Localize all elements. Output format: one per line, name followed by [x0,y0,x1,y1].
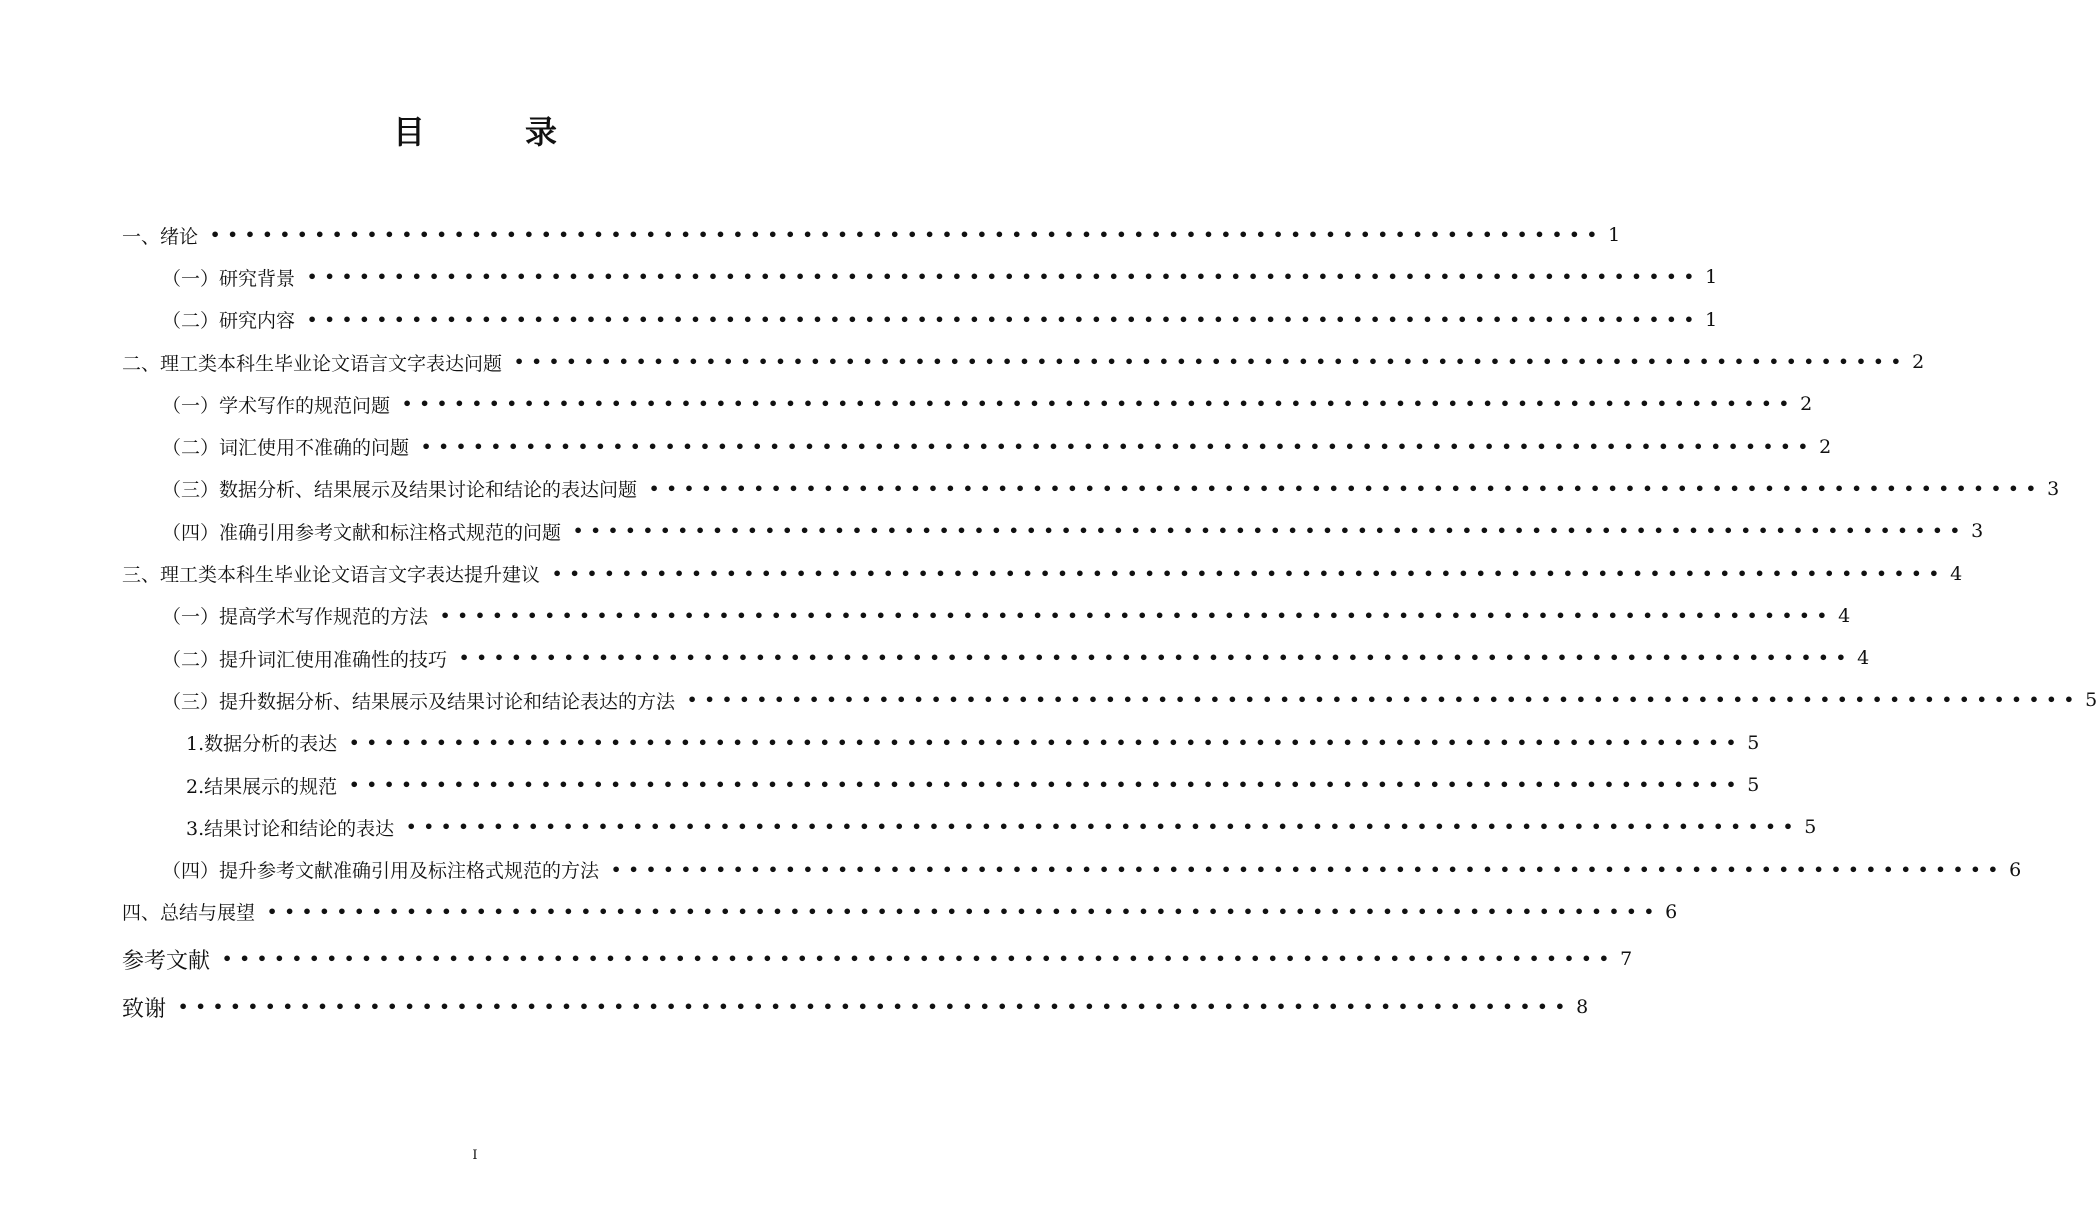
toc-entry-label: （一）提高学术写作规范的方法 [162,606,429,629]
toc-entry-data-analysis-expression[interactable] [122,722,1760,764]
toc-entry-acknowledgements[interactable] [122,983,1589,1031]
toc-entry-label: 参考文献 [122,948,211,974]
toc-leader-dots: •••••••••••••••••••••••••••••••••••••••••••••••••••••••••••••••••••••••••••••••• [440,605,1835,625]
toc-entry-page: 7 [1620,948,1633,971]
toc-entry-label: （三）提升数据分析、结果展示及结果讨论和结论表达的方法 [162,690,676,713]
toc-entry-label: 四、总结与展望 [122,902,256,925]
toc-leader-dots: •••••••••••••••••••••••••••••••••••••••••••••••••••••••••••••••••••••••••••••••• [402,394,1797,414]
toc-leader-dots: •••••••••••••••••••••••••••••••••••••••••••••••••••••••••••••••••••••••••••••••• [611,859,2006,879]
toc-entry-label: 2.结果展示的规范 [186,775,338,798]
toc-leader-dots: •••••••••••••••••••••••••••••••••••••••••••••••••••••••••••••••••••••••••••••••• [421,436,1816,456]
toc-entry-citation-issues[interactable] [122,510,1984,552]
toc-entry-page: 2 [1819,435,1832,458]
toc-entry-vocabulary-issues[interactable] [122,425,1832,467]
toc-entry-improve-citation[interactable] [122,848,2022,890]
toc-entry-page: 4 [1950,562,1963,585]
toc-leader-dots: •••••••••••••••••••••••••••••••••••••••••••••••••••••••••••••••••••••••••••••••• [307,309,1702,329]
toc-entry-page: 5 [1804,816,1817,839]
toc-leader-dots: •••••••••••••••••••••••••••••••••••••••••••••••••••••••••••••••••••••••••••••••• [687,690,2082,710]
toc-entry-page: 4 [1838,604,1851,627]
toc-entry-label: 三、理工类本科生毕业论文语言文字表达提升建议 [122,564,541,587]
toc-leader-dots: •••••••••••••••••••••••••••••••••••••••••••••••••••••••••••••••••••••••••••••••• [406,817,1801,837]
toc-entry-improve-writing-norms[interactable] [122,595,1851,637]
toc-entry-page: 6 [1665,900,1678,923]
toc-entry-discussion-conclusion[interactable] [122,806,1817,848]
page-title: 目 录 [392,113,591,151]
toc-leader-dots: •••••••••••••••••••••••••••••••••••••••••••••••••••••••••••••••••••••••••••••••• [307,267,1702,287]
toc-entry-label: （二）研究内容 [162,310,296,333]
table-of-contents [122,214,2097,1031]
toc-entry-page: 3 [1971,520,1984,543]
toc-entry-improve-data-expression[interactable] [122,679,2097,721]
toc-entry-label: （三）数据分析、结果展示及结果讨论和结论的表达问题 [162,479,638,502]
toc-entry-vocabulary-techniques[interactable] [122,637,1870,679]
page-number-footer: I [472,1148,478,1163]
toc-leader-dots: •••••••••••••••••••••••••••••••••••••••••••••••••••••••••••••••••••••••••••••••• [349,732,1744,752]
toc-leader-dots: •••••••••••••••••••••••••••••••••••••••••••••••••••••••••••••••••••••••••••••••• [210,225,1605,245]
toc-entry-page: 8 [1576,996,1589,1019]
toc-leader-dots: •••••••••••••••••••••••••••••••••••••••••••••••••••••••••••••••••••••••••••••••• [349,775,1744,794]
toc-leader-dots: •••••••••••••••••••••••••••••••••••••••••••••••••••••••••••••••••••••••••••••••• [573,521,1968,541]
toc-entry-label: （一）研究背景 [162,267,296,290]
toc-leader-dots: •••••••••••••••••••••••••••••••••••••••••••••••••••••••••••••••••••••••••••••••• [267,901,1662,921]
toc-leader-dots: •••••••••••••••••••••••••••••••••••••••••••••••••••••••••••••••••••••••••••••••• [222,949,1617,969]
toc-entry-label: （二）提升词汇使用准确性的技巧 [162,648,448,671]
toc-entry-page: 1 [1608,224,1621,247]
toc-entry-chapter-two[interactable] [122,341,1925,383]
toc-leader-dots: •••••••••••••••••••••••••••••••••••••••••••••••••••••••••••••••••••••••••••••••• [649,478,2044,498]
toc-entry-results-presentation[interactable] [122,764,1760,806]
toc-entry-research-background[interactable] [122,256,1718,298]
toc-entry-page: 4 [1857,647,1870,670]
toc-entry-academic-writing-norms[interactable] [122,383,1813,425]
toc-entry-page: 5 [1747,731,1760,754]
toc-entry-summary-outlook[interactable] [122,891,1678,933]
toc-entry-page: 6 [2009,858,2022,881]
toc-entry-research-content[interactable] [122,299,1718,341]
toc-entry-page: 5 [1747,774,1760,796]
toc-entry-chapter-three[interactable] [122,552,1963,594]
toc-entry-page: 2 [1912,351,1925,374]
toc-entry-page: 5 [2085,689,2097,712]
toc-entry-label: 致谢 [122,996,167,1022]
toc-entry-label: 3.结果讨论和结论的表达 [186,817,395,840]
toc-leader-dots: •••••••••••••••••••••••••••••••••••••••••••••••••••••••••••••••••••••••••••••••• [552,563,1947,583]
toc-entry-references[interactable] [122,935,1633,983]
toc-entry-page: 2 [1800,393,1813,416]
toc-leader-dots: •••••••••••••••••••••••••••••••••••••••••••••••••••••••••••••••••••••••••••••••• [178,997,1573,1017]
toc-entry-data-analysis-issues[interactable] [122,468,2060,510]
toc-entry-label: （二）词汇使用不准确的问题 [162,437,410,460]
toc-entry-label: （四）准确引用参考文献和标注格式规范的问题 [162,521,562,544]
toc-entry-page: 3 [2047,477,2060,500]
toc-entry-label: 1.数据分析的表达 [186,733,338,756]
toc-leader-dots: •••••••••••••••••••••••••••••••••••••••••••••••••••••••••••••••••••••••••••••••• [514,352,1909,372]
toc-entry-label: 一、绪论 [122,225,199,248]
toc-entry-page: 1 [1705,308,1718,331]
toc-entry-label: 二、理工类本科生毕业论文语言文字表达问题 [122,352,503,375]
toc-entry-page: 1 [1705,266,1718,289]
toc-entry-label: （四）提升参考文献准确引用及标注格式规范的方法 [162,860,600,883]
toc-leader-dots: •••••••••••••••••••••••••••••••••••••••••••••••••••••••••••••••••••••••••••••••• [459,648,1854,668]
toc-entry-label: （一）学术写作的规范问题 [162,394,391,417]
toc-entry-introduction[interactable] [122,214,1621,256]
